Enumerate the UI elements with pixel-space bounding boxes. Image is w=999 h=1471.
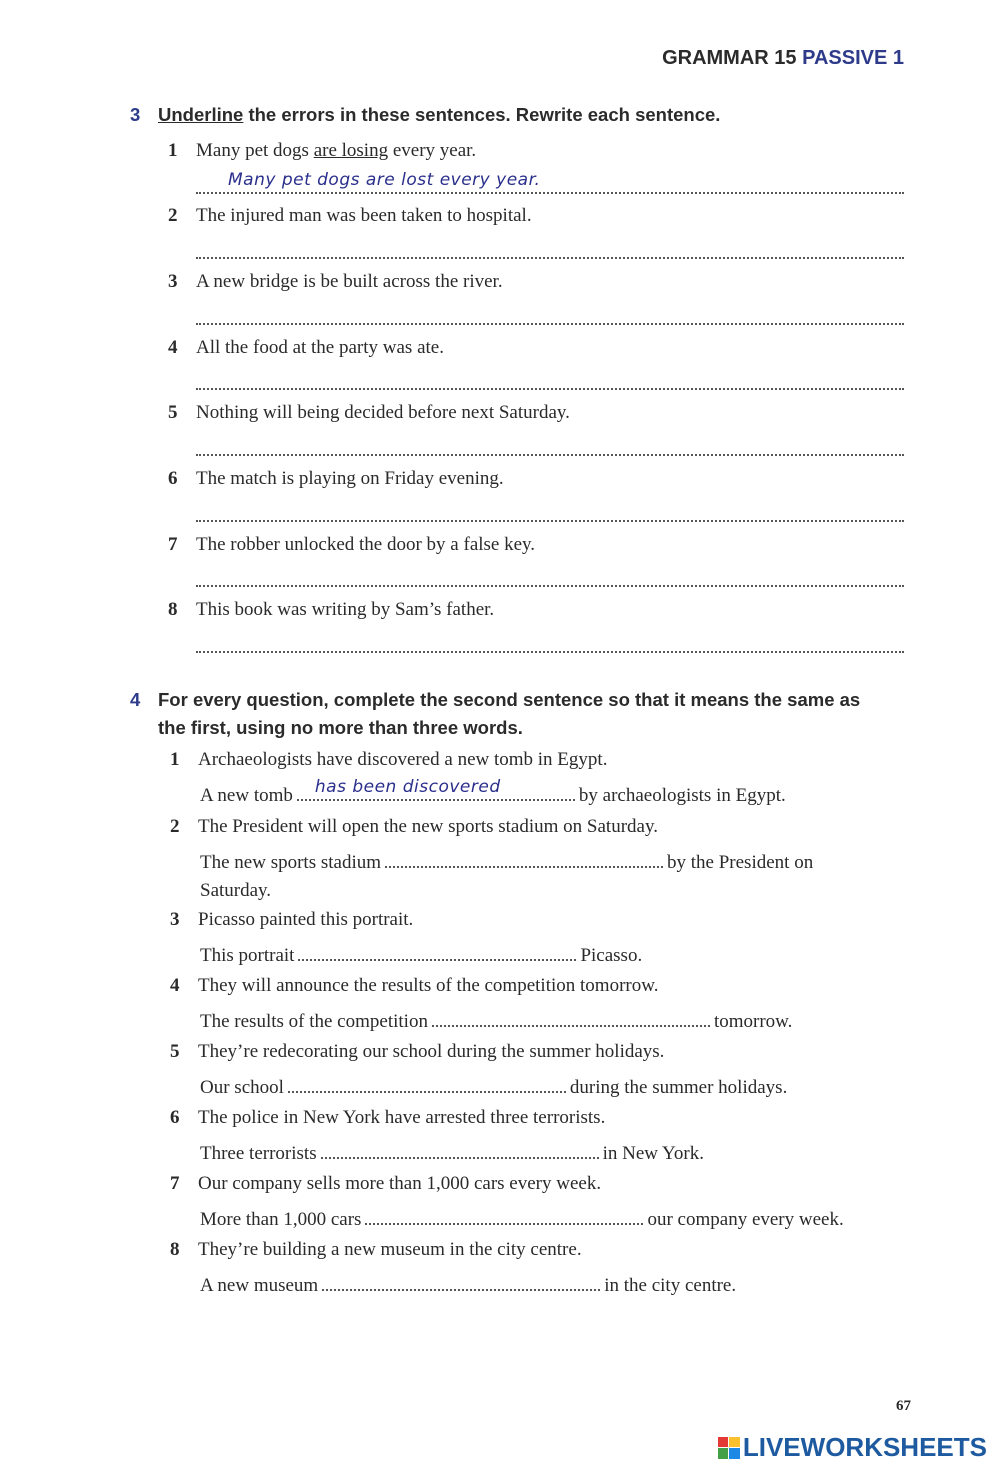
logo-mark-icon: [718, 1437, 740, 1459]
s4-answer-5[interactable]: [288, 1073, 566, 1093]
s3-answer-line-2[interactable]: [196, 233, 904, 259]
s4-answer-3[interactable]: [298, 941, 576, 961]
brand-name: LIVEWORKSHEETS: [742, 1432, 987, 1462]
section-4-title: 4 For every question, complete the second sentence so that it means the same as the first, using no more than three words.: [130, 686, 920, 742]
s3-item-8: 8 This book was writing by Sam’s father.: [168, 599, 495, 620]
section-4-number: 4: [130, 689, 141, 710]
s4-item-2: 2 The President will open the new sports stadium on Saturday. The new sports stadium by the President on Saturday.: [170, 816, 814, 901]
s4-answer-8[interactable]: [322, 1271, 600, 1291]
page-number: 67: [896, 1398, 911, 1414]
header-prefix: GRAMMAR 15: [662, 47, 803, 69]
s3-answer-line-5[interactable]: [196, 430, 904, 456]
s3-answer-line-6[interactable]: [196, 496, 904, 522]
liveworksheets-logo: [718, 1432, 987, 1463]
s3-item-7: 7 The robber unlocked the door by a false key.: [168, 534, 536, 555]
s3-item-2: 2 The injured man was been taken to hospital.: [168, 205, 532, 226]
underlined-error: are losing: [313, 140, 389, 161]
page-header: [662, 47, 904, 70]
s3-item-3: 3 A new bridge is be built across the river.: [168, 271, 503, 292]
header-title: PASSIVE 1: [802, 47, 904, 69]
s4-answer-7[interactable]: [365, 1205, 643, 1225]
s3-answer-line-8[interactable]: [196, 627, 904, 653]
s4-item-4: 4 They will announce the results of the competition tomorrow. The results of the competition tomorrow.: [170, 975, 793, 1032]
s4-answer-2[interactable]: [385, 848, 663, 868]
s4-item-1: 1 Archaeologists have discovered a new tomb in Egypt. A new tomb has been discovered by archaeologists in Egypt.: [170, 749, 786, 806]
s4-item-8: 8 They’re building a new museum in the city centre. A new museum in the city centre.: [170, 1239, 737, 1296]
s4-item-7: 7 Our company sells more than 1,000 cars every week. More than 1,000 cars our company every week.: [170, 1173, 844, 1230]
s4-item-3: 3 Picasso painted this portrait. This portrait Picasso.: [170, 909, 643, 966]
s3-item-5: 5 Nothing will being decided before next Saturday.: [168, 402, 570, 423]
s4-answer-6[interactable]: [321, 1139, 599, 1159]
s4-answer-1[interactable]: has been discovered: [297, 781, 575, 801]
section-3-number: 3: [130, 104, 141, 125]
s4-item-5: 5 They’re redecorating our school during the summer holidays. Our school during the summer holidays.: [170, 1041, 788, 1098]
s3-item-1: 1 Many pet dogs are losing every year.: [168, 140, 477, 161]
s3-answer-line-4[interactable]: [196, 364, 904, 390]
s4-item-6: 6 The police in New York have arrested three terrorists. Three terrorists in New York.: [170, 1107, 704, 1164]
s3-answer-line-3[interactable]: [196, 299, 904, 325]
s3-item-6: 6 The match is playing on Friday evening.: [168, 468, 504, 489]
s3-answer-line-7[interactable]: [196, 561, 904, 587]
s3-answer-1[interactable]: Many pet dogs are lost every year.: [228, 170, 541, 190]
s3-item-4: 4 All the food at the party was ate.: [168, 337, 444, 358]
s4-answer-4[interactable]: [432, 1007, 710, 1027]
section-3-title: 3 Underline the errors in these sentences. Rewrite each sentence.: [130, 101, 720, 129]
